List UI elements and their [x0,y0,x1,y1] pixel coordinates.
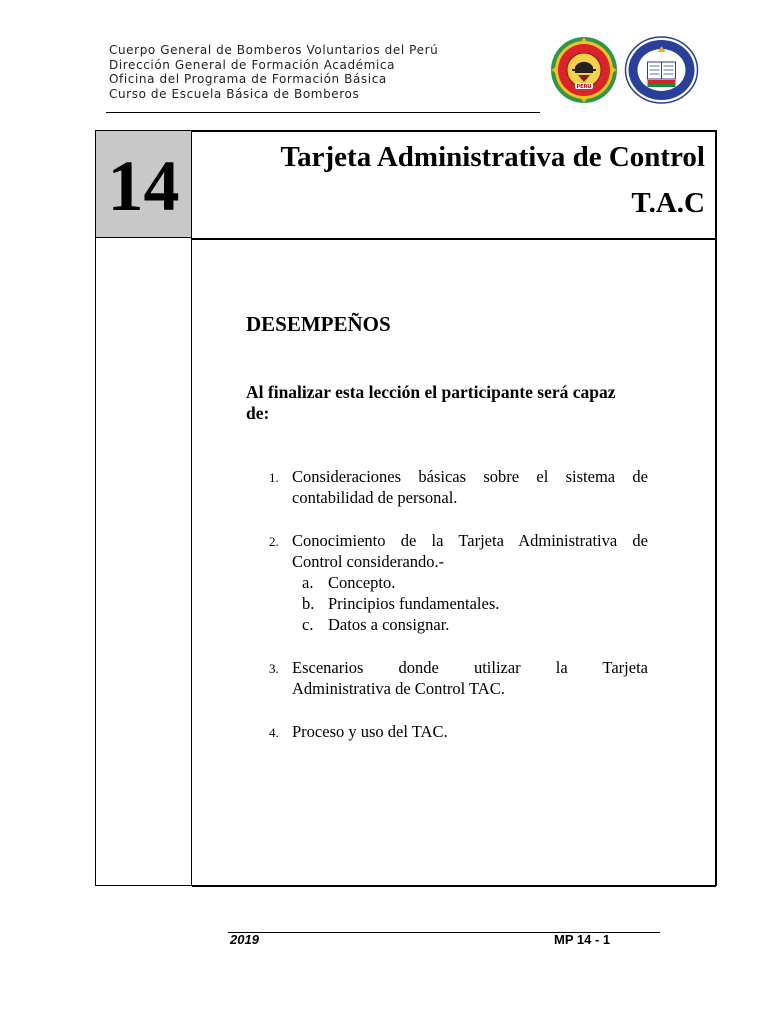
list-item-number: 4. [269,725,279,740]
sub-list-letter: a. [302,573,314,592]
sub-list-item [302,614,648,635]
academic-seal-icon [624,36,699,104]
footer-page-number: MP 14 - 1 [554,932,611,947]
lesson-number: 14 [107,146,180,226]
intro-line-2: de: [246,403,270,423]
header-institution-lines [109,43,438,101]
title-bottom-border [192,238,716,240]
list-item-text: Consideraciones básicas sobre el sistema de contabilidad de personal. [292,467,648,507]
lesson-title: Tarjeta Administrativa de Control [280,141,705,173]
objectives-list [265,466,648,764]
intro-text [246,382,646,424]
sub-list-text: Datos a consignar. [328,615,450,634]
list-item [265,466,648,508]
sub-list [292,572,648,635]
firefighter-seal-icon [550,36,618,104]
frame-right-border [715,130,717,886]
intro-line-1: Al finalizar esta lección el participante será capaz [246,382,616,402]
sub-list-item [302,593,648,614]
sub-list-item [302,572,648,593]
lesson-number-box [95,130,192,238]
list-item-text-line-1: Conocimiento de la Tarjeta Administrativa de [292,531,648,550]
list-item-number: 2. [269,534,279,549]
frame-bottom-border [192,885,716,887]
frame-left-column [95,238,192,886]
lesson-title-acronym: T.A.C [631,187,705,219]
sub-list-text: Principios fundamentales. [328,594,500,613]
list-item-text-line-2: Control considerando.- [292,552,445,571]
header-line-4: Curso de Escuela Básica de Bomberos [109,86,360,101]
list-item-text-line-1: Escenarios donde utilizar la Tarjeta [292,658,648,677]
sub-list-letter: c. [302,615,314,634]
header-divider [106,112,540,113]
sub-list-text: Concepto. [328,573,396,592]
list-item [265,657,648,699]
footer-year: 2019 [230,932,259,947]
list-item-text-line-2: Administrativa de Control TAC. [292,679,505,698]
bomberos-seal-text: PERU [576,84,592,90]
list-item-text: Proceso y uso del TAC. [292,722,448,741]
header-line-1: Cuerpo General de Bomberos Voluntarios del Perú [109,43,439,57]
list-item-number: 3. [269,661,279,676]
header-line-3: Oficina del Programa de Formación Básica [109,72,387,86]
header-line-2: Dirección General de Formación Académica [109,57,396,72]
list-item-number: 1. [269,470,279,485]
list-item [265,721,648,742]
list-item [265,530,648,635]
section-heading: DESEMPEÑOS [246,312,391,336]
title-top-border [192,130,717,132]
sub-list-letter: b. [302,594,315,613]
